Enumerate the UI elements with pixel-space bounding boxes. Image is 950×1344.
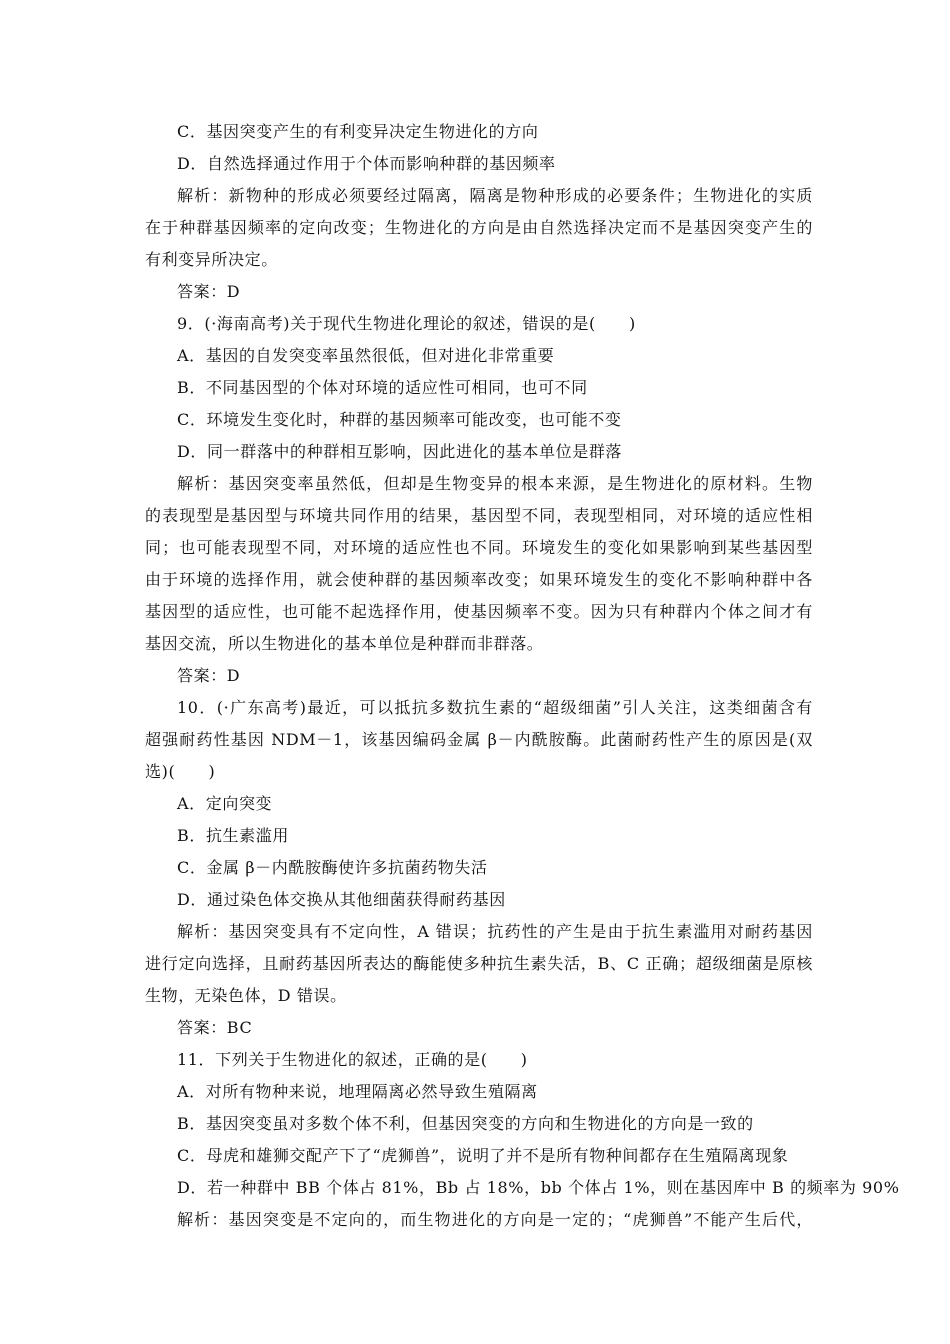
option-c-q10: C．金属 β－内酰胺酶使许多抗菌药物失活 [177, 858, 488, 877]
analysis-q9-line-2: 的表现型是基因型与环境共同作用的结果，基因型不同，表现型相同，对环境的适应性相 [145, 506, 813, 525]
option-c-q8: C．基因突变产生的有利变异决定生物进化的方向 [177, 122, 539, 141]
analysis-q11-line-1: 解析：基因突变是不定向的，而生物进化的方向是一定的；“虎狮兽”不能产生后代， [177, 1210, 813, 1229]
option-a-q11: A．对所有物种来说，地理隔离必然导致生殖隔离 [177, 1082, 538, 1101]
analysis-q8-line-2: 在于种群基因频率的定向改变；生物进化的方向是由自然选择决定而不是基因突变产生的 [145, 218, 813, 237]
question-9: 9．(·海南高考)关于现代生物进化理论的叙述，错误的是( ) [177, 314, 636, 333]
question-11: 11．下列关于生物进化的叙述，正确的是( ) [177, 1050, 528, 1069]
option-c-q11: C．母虎和雄狮交配产下了“虎狮兽”，说明了并不是所有物种间都存在生殖隔离现象 [177, 1146, 789, 1165]
analysis-q10-line-1: 解析：基因突变具有不定向性，A 错误；抗药性的产生是由于抗生素滥用对耐药基因 [177, 922, 813, 941]
analysis-q8-line-1: 解析：新物种的形成必须要经过隔离，隔离是物种形成的必要条件；生物进化的实质 [177, 186, 813, 205]
answer-q10: 答案：BC [177, 1018, 253, 1037]
analysis-q8-line-3: 有利变异所决定。 [145, 250, 278, 269]
answer-q8: 答案：D [177, 282, 241, 301]
analysis-q9-line-3: 同；也可能表现型不同，对环境的适应性也不同。环境发生的变化如果影响到某些基因型 [145, 538, 813, 557]
analysis-q9-line-1: 解析：基因突变率虽然低，但却是生物变异的根本来源，是生物进化的原材料。生物 [177, 474, 813, 493]
option-d-q10: D．通过染色体交换从其他细菌获得耐药基因 [177, 890, 506, 909]
analysis-q9-line-4: 由于环境的选择作用，就会使种群的基因频率改变；如果环境发生的变化不影响种群中各 [145, 570, 813, 589]
option-d-q11: D．若一种群中 BB 个体占 81%，Bb 占 18%，bb 个体占 1%，则在基因库中 B 的频率为 90% [177, 1178, 900, 1197]
question-10-line-1: 10．(·广东高考)最近，可以抵抗多数抗生素的“超级细菌”引人关注，这类细菌含有 [177, 698, 813, 717]
answer-q9: 答案：D [177, 666, 241, 685]
analysis-q9-line-6: 基因交流，所以生物进化的基本单位是种群而非群落。 [145, 634, 544, 653]
option-a-q10: A．定向突变 [177, 794, 273, 813]
question-10-line-2: 超强耐药性基因 NDM－1，该基因编码金属 β－内酰胺酶。此菌耐药性产生的原因是(双 [145, 730, 813, 749]
option-a-q9: A．基因的自发突变率虽然很低，但对进化非常重要 [177, 346, 555, 365]
analysis-q10-line-3: 生物，无染色体，D 错误。 [145, 986, 347, 1005]
option-c-q9: C．环境发生变化时，种群的基因频率可能改变，也可能不变 [177, 410, 622, 429]
option-b-q10: B．抗生素滥用 [177, 826, 289, 845]
option-b-q11: B．基因突变虽对多数个体不利，但基因突变的方向和生物进化的方向是一致的 [177, 1114, 754, 1133]
analysis-q9-line-5: 基因型的适应性，也可能不起选择作用，使基因频率不变。因为只有种群内个体之间才有 [145, 602, 813, 621]
option-d-q8: D．自然选择通过作用于个体而影响种群的基因频率 [177, 154, 556, 173]
analysis-q10-line-2: 进行定向选择，且耐药基因所表达的酶能使多种抗生素失活，B、C 正确；超级细菌是原核 [145, 954, 813, 973]
option-d-q9: D．同一群落中的种群相互影响，因此进化的基本单位是群落 [177, 442, 623, 461]
option-b-q9: B．不同基因型的个体对环境的适应性可相同，也可不同 [177, 378, 588, 397]
question-10-line-3: 选)( ) [145, 762, 216, 781]
